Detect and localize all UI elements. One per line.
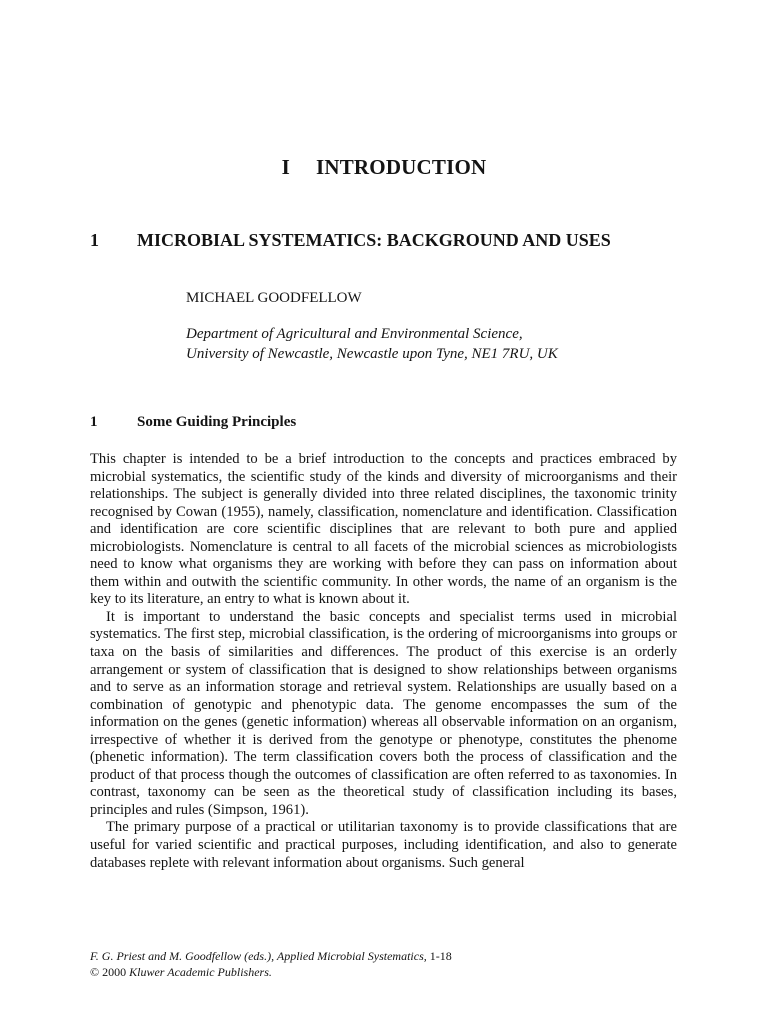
author-affiliation [186,324,558,364]
paragraph-1: This chapter is intended to be a brief introduction to the concepts and practices embraced by microbial systematics, the scientific study of the kinds and diversity of microorganisms and their relationships. The subject is generally divided into three related disciplines, the taxonomic trinity recognised by Cowan (1955), namely, classification, nomenclature and identification. Classification and identification are core scientific disciplines that are relevant to both pure and applied microbiologists. Nomenclature is central to all facets of the microbial sciences as microbiologists need to know what organisms they are working with before they can pass on information about them within and outwith the scientific community. In other words, the name of an organism is the key to its literature, an entry to what is known about it. [90,451,677,608]
citation-text: F. G. Priest and M. Goodfellow (eds.), Applied Microbial Systematics, [90,949,427,963]
copyright-symbol: © 2000 [90,965,130,979]
affiliation-line-1: Department of Agricultural and Environmental Science, [186,326,523,342]
part-number: I [281,155,290,179]
section-title: Some Guiding Principles [137,414,297,430]
page-footer [90,948,452,980]
citation-pages: 1-18 [426,949,452,963]
part-heading [0,155,768,180]
paragraph-2: It is important to understand the basic concepts and specialist terms used in microbial systematics. The first step, microbial classification, is the ordering of microorganisms into groups or taxa on the basis of similarities and differences. The product of this exercise is an orderly arrangement or system of classification that is designed to show relationships between organisms and to serve as an information storage and retrieval system. Relationships are usually based on a combination of genotypic and phenotypic data. The genome encompasses the sum of the information on the genes (genetic information) whereas all observable information on an organism, irrespective of whether it is derived from the genotype or phenotype, constitutes the phenome (phenetic information). The term classification covers both the process of classification and the product of that process though the outcomes of classification are often referred to as taxonomies. In contrast, taxonomy can be seen as the theoretical study of classification including its bases, principles and rules (Simpson, 1961). [90,608,677,818]
part-title: INTRODUCTION [315,155,487,179]
chapter-number: 1 [90,230,99,250]
author-name: MICHAEL GOODFELLOW [186,290,362,306]
section-number: 1 [90,414,98,430]
body-text [90,451,677,872]
publisher-name: Kluwer Academic Publishers. [129,965,272,979]
chapter-heading [90,230,611,251]
chapter-title: MICROBIAL SYSTEMATICS: BACKGROUND AND USES [137,230,611,250]
footer-citation [90,948,452,964]
section-heading [90,414,296,431]
affiliation-line-2: University of Newcastle, Newcastle upon Tyne, NE1 7RU, UK [186,346,558,362]
footer-copyright [90,964,452,980]
paragraph-3: The primary purpose of a practical or utilitarian taxonomy is to provide classifications that are useful for varied scientific and practical purposes, including identification, and also to generate databases replete with relevant information about organisms. Such general [90,819,677,871]
